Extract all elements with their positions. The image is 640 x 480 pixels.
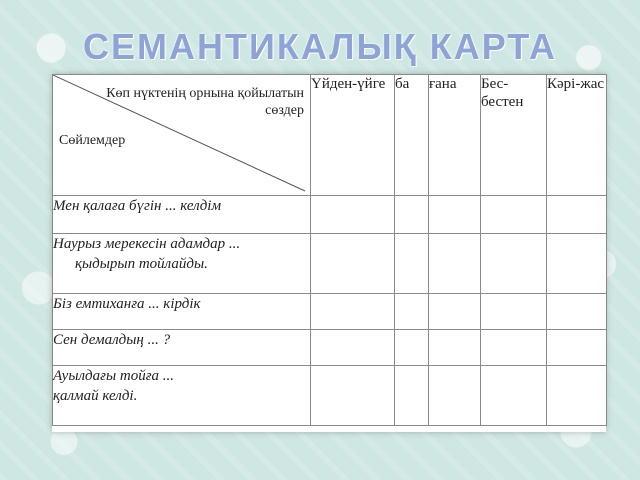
column-header: ғана [429,75,481,196]
sentence-line: Біз емтиханға ... кірдік [53,296,201,312]
column-header: ба [395,75,429,196]
answer-cell[interactable] [481,330,547,366]
column-header: Үйден-үйге [311,75,395,196]
column-header: Кәрі-жас [547,75,607,196]
answer-cell[interactable] [311,234,395,294]
answer-cell[interactable] [481,196,547,234]
answer-cell[interactable] [311,330,395,366]
sentence-cell [53,294,311,330]
sentence-line: Ауылдағы тойға ... [53,368,175,384]
table-row [53,196,607,234]
sentence-cell [53,330,311,366]
answer-cell[interactable] [481,294,547,330]
answer-cell[interactable] [311,294,395,330]
sentence-line: қыдырып тойлайды. [75,256,208,272]
answer-cell[interactable] [395,294,429,330]
sentence-line: қалмай келді. [53,388,138,404]
corner-top-label: Көп нүктенің орнына қойылатын сөздер [106,86,304,118]
semantic-map-table [52,74,607,426]
sentence-cell [53,196,311,234]
sentence-line: Наурыз мерекесін адамдар ... [53,236,241,252]
answer-cell[interactable] [429,196,481,234]
table-row [53,366,607,426]
answer-cell[interactable] [395,330,429,366]
sentence-line: Мен қалаға бүгін ... келдім [53,198,222,214]
answer-cell[interactable] [547,330,607,366]
answer-cell[interactable] [429,366,481,426]
answer-cell[interactable] [481,234,547,294]
table-row [53,330,607,366]
page-title: СЕМАНТИКАЛЫҚ КАРТА [83,26,557,67]
answer-cell[interactable] [547,196,607,234]
answer-cell[interactable] [481,366,547,426]
corner-left-label: Сөйлемдер [59,133,126,148]
answer-cell[interactable] [429,294,481,330]
answer-cell[interactable] [311,366,395,426]
answer-cell[interactable] [547,234,607,294]
answer-cell[interactable] [311,196,395,234]
corner-cell [53,75,311,196]
table-row [53,234,607,294]
answer-cell[interactable] [547,366,607,426]
answer-cell[interactable] [395,196,429,234]
answer-cell[interactable] [547,294,607,330]
column-header: Бес-бестен [481,75,547,196]
header-row [53,75,607,196]
sentence-cell [53,366,311,426]
sentence-cell [53,234,311,294]
answer-cell[interactable] [395,234,429,294]
sentence-line: Сен демалдың ... ? [53,332,171,348]
answer-cell[interactable] [429,330,481,366]
answer-cell[interactable] [395,366,429,426]
table-row [53,294,607,330]
answer-cell[interactable] [429,234,481,294]
